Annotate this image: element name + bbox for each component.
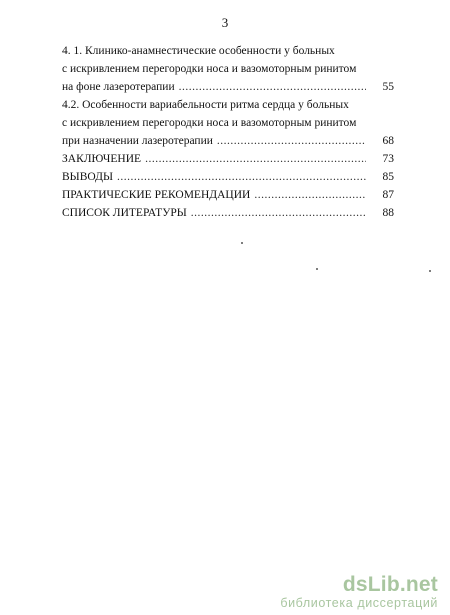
toc-entry-line: 4.2. Особенности вариабельности ритма сердца у больных: [62, 99, 349, 111]
toc-entry-line: 4. 1. Клинико-анамнестические особенности у больных: [62, 45, 335, 57]
dot-leader: [145, 150, 366, 168]
toc-page-number: 87: [382, 189, 394, 201]
dot-leader: [179, 78, 366, 96]
scan-speck: [316, 268, 318, 270]
toc-entry-4-2: [62, 96, 394, 150]
scan-speck: [241, 242, 243, 244]
toc-page-number: 68: [382, 135, 394, 147]
scan-speck: [429, 270, 431, 272]
toc-entry-conclusion: [62, 150, 394, 168]
table-of-contents: [62, 42, 394, 222]
toc-entry-findings: [62, 168, 394, 186]
watermark: [280, 573, 438, 610]
watermark-subtitle: библиотека диссертаций: [280, 596, 438, 610]
toc-page-number: 73: [382, 153, 394, 165]
toc-page-number: 85: [382, 171, 394, 183]
dot-leader: [254, 186, 366, 204]
toc-entry-line: с искривлением перегородки носа и вазомоторным ринитом: [62, 63, 357, 75]
toc-entry-last-line: [62, 78, 394, 96]
toc-entry-references: [62, 204, 394, 222]
toc-entry-title: ПРАКТИЧЕСКИЕ РЕКОМЕНДАЦИИ: [62, 189, 251, 201]
toc-entry-recommendations: [62, 186, 394, 204]
toc-entry-title: на фоне лазеротерапии: [62, 81, 175, 93]
page-number: 3: [221, 15, 229, 30]
toc-page-number: 55: [382, 81, 394, 93]
toc-entry-4-1: [62, 42, 394, 96]
toc-entry-last-line: [62, 132, 394, 150]
dot-leader: [217, 132, 366, 150]
toc-entry-title: ВЫВОДЫ: [62, 171, 113, 183]
dot-leader: [191, 204, 366, 222]
toc-entry-title: при назначении лазеротерапии: [62, 135, 213, 147]
watermark-title: dsLib.net: [342, 573, 438, 596]
toc-page-number: 88: [382, 207, 394, 219]
toc-entry-title: СПИСОК ЛИТЕРАТУРЫ: [62, 207, 187, 219]
dot-leader: [117, 168, 366, 186]
toc-entry-title: ЗАКЛЮЧЕНИЕ: [62, 153, 142, 165]
toc-entry-line: с искривлением перегородки носа и вазомоторным ринитом: [62, 117, 357, 129]
